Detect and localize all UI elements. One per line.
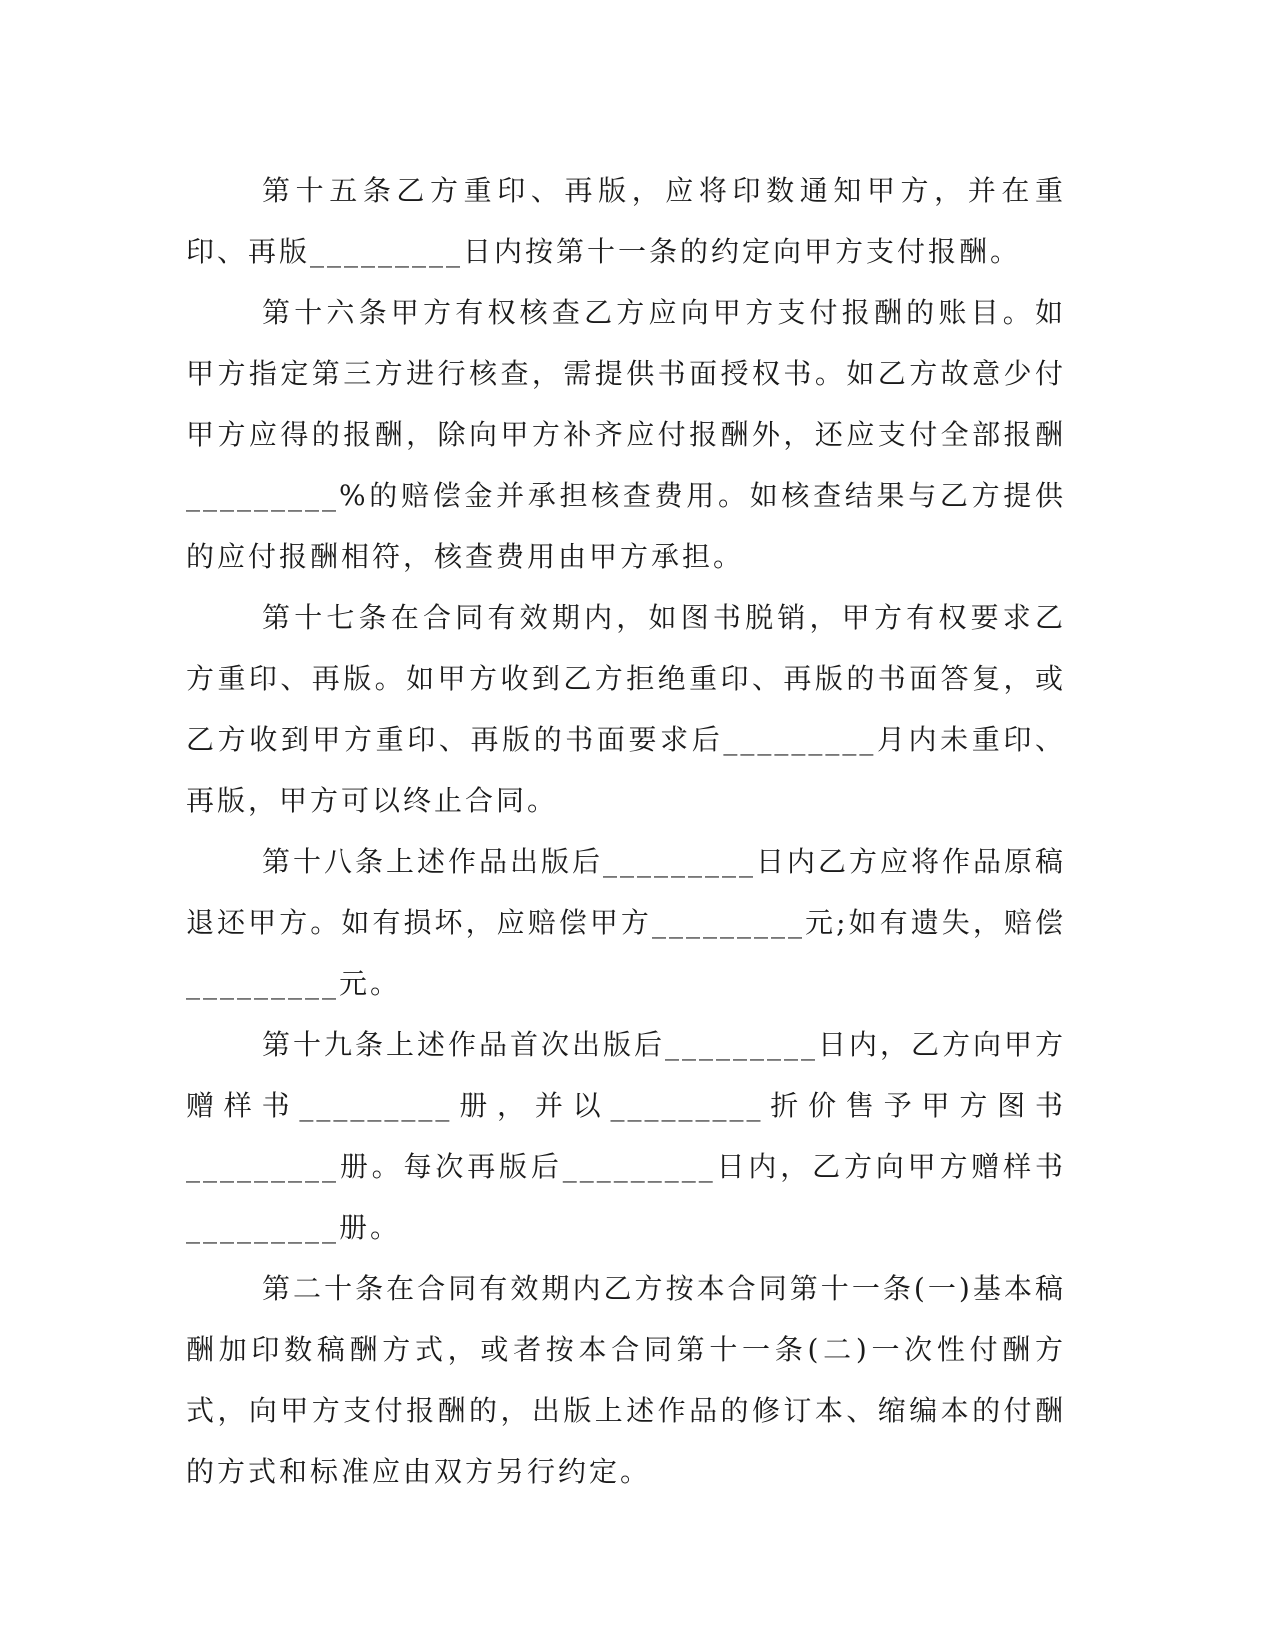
contract-body (186, 160, 1066, 1502)
clause-19-paragraph: 第十九条上述作品首次出版后_________日内，乙方向甲方赠样书_________册，并以_________折价售予甲方图书_________册。每次再版后_________日内，乙方向甲方赠样书_________册。 (186, 1028, 1067, 1244)
clause-16-paragraph: 第十六条甲方有权核查乙方应向甲方支付报酬的账目。如甲方指定第三方进行核查，需提供书面授权书。如乙方故意少付甲方应得的报酬，除向甲方补齐应付报酬外，还应支付全部报酬_________%的赔偿金并承担核查费用。如核查结果与乙方提供的应付报酬相符，核查费用由甲方承担。 (186, 296, 1066, 573)
clause-15-paragraph: 第十五条乙方重印、再版，应将印数通知甲方，并在重印、再版_________日内按第十一条的约定向甲方支付报酬。 (186, 174, 1066, 268)
clause-18-paragraph: 第十八条上述作品出版后_________日内乙方应将作品原稿退还甲方。如有损坏，应赔偿甲方_________元;如有遗失，赔偿_________元。 (186, 845, 1067, 1000)
clause-17-paragraph: 第十七条在合同有效期内，如图书脱销，甲方有权要求乙方重印、再版。如甲方收到乙方拒绝重印、再版的书面答复，或乙方收到甲方重印、再版的书面要求后_________月内未重印、再版，甲方可以终止合同。 (186, 601, 1066, 817)
clause-20-paragraph: 第二十条在合同有效期内乙方按本合同第十一条(一)基本稿酬加印数稿酬方式，或者按本合同第十一条(二)一次性付酬方式，向甲方支付报酬的，出版上述作品的修订本、缩编本的付酬的方式和标准应由双方另行约定。 (186, 1272, 1066, 1488)
